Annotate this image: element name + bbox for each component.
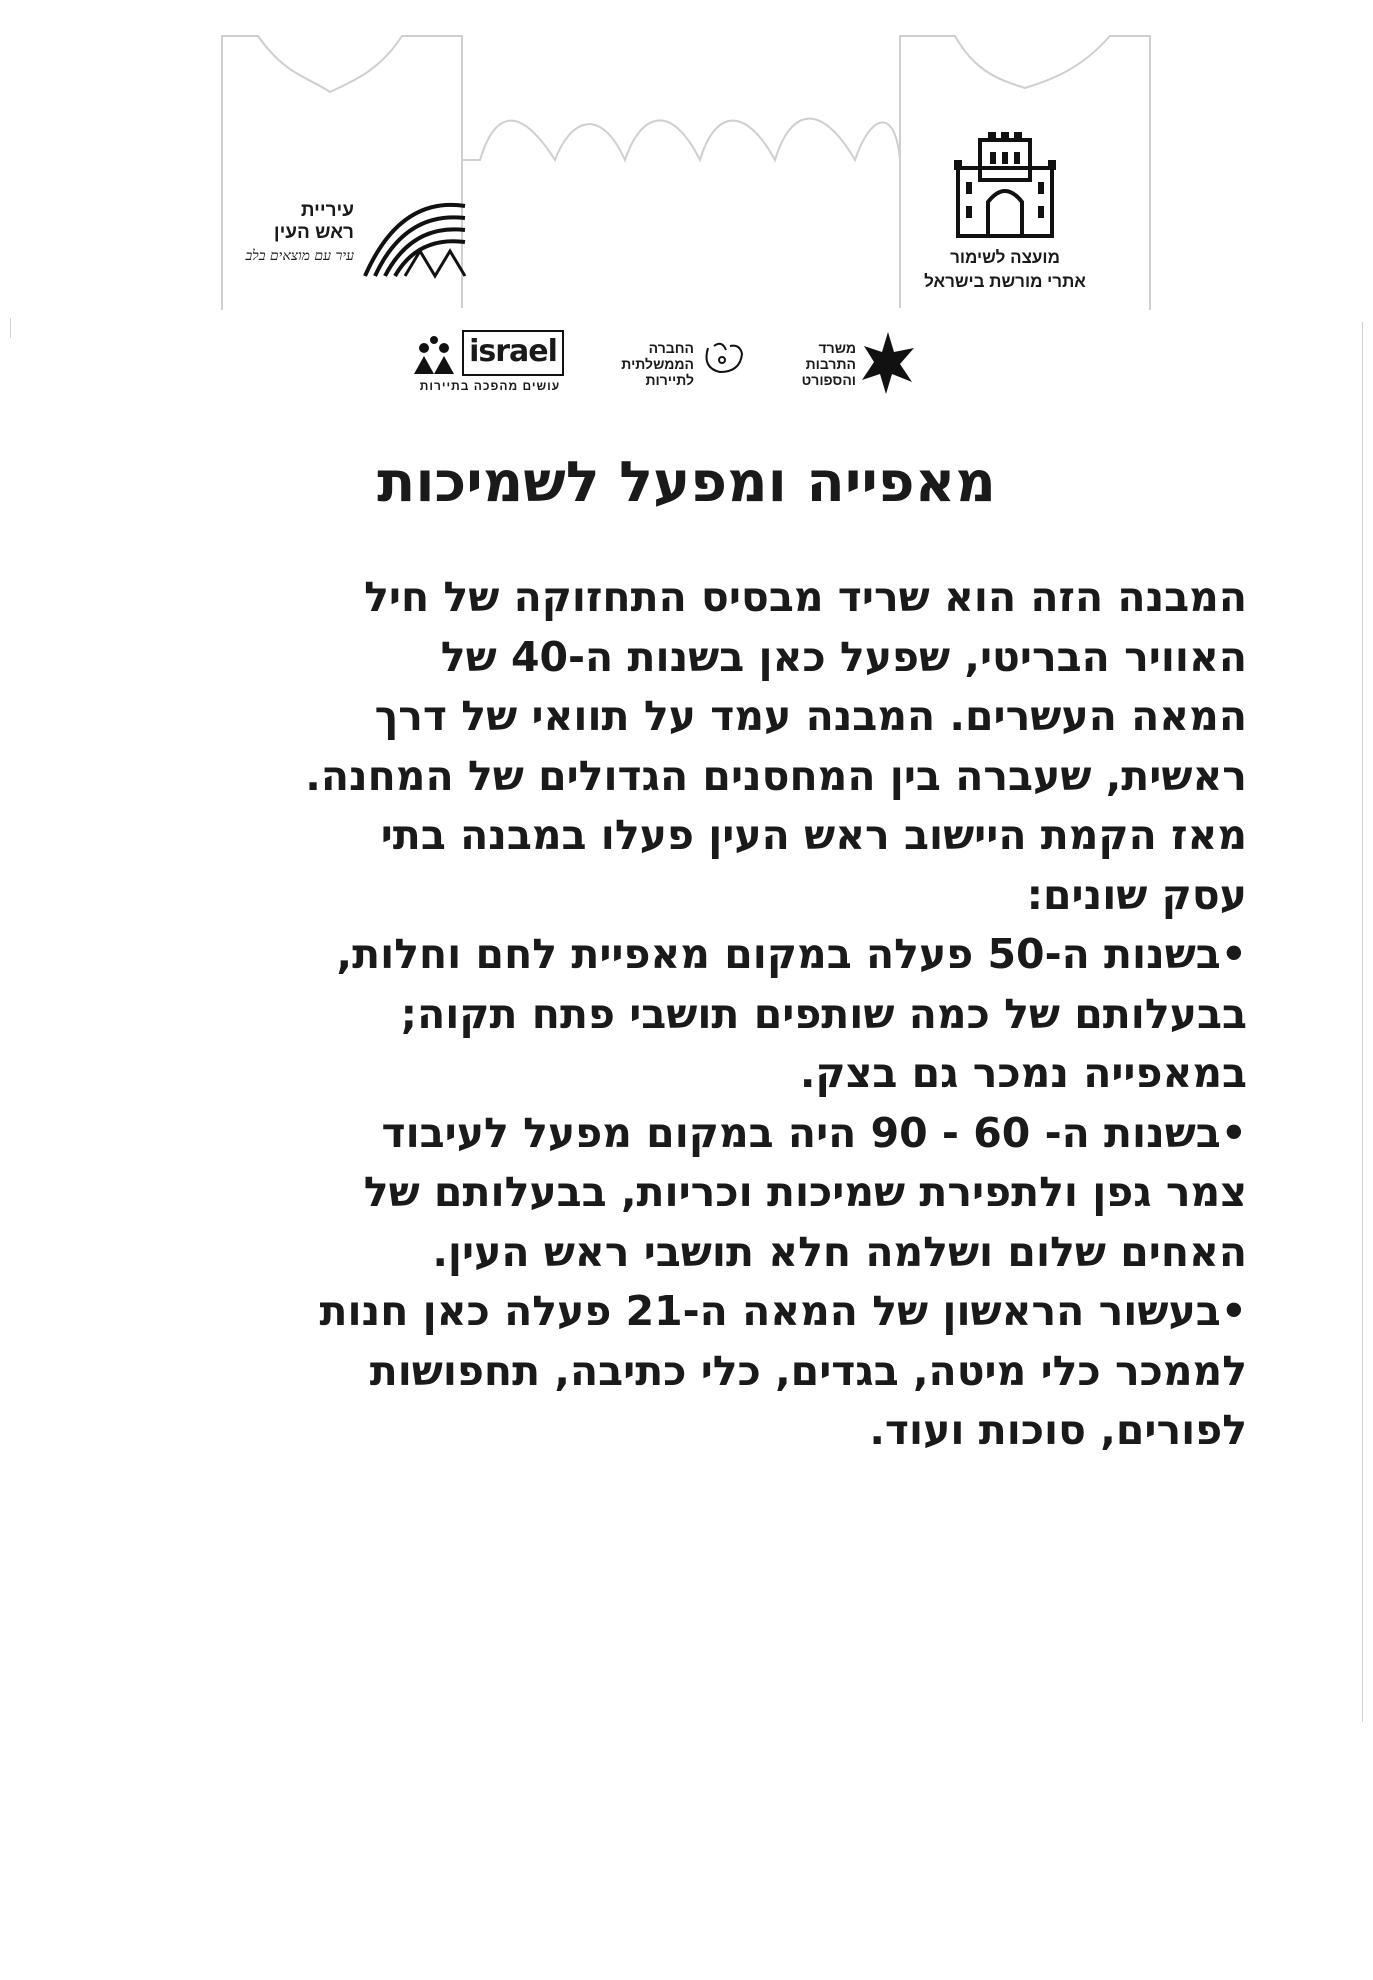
city-line2: ראש העין	[273, 222, 354, 243]
heritage-council-logo	[920, 130, 1090, 292]
body-line-9: במאפייה נמכר גם בצק.	[799, 1049, 1247, 1097]
vineyard-wave-icon	[360, 196, 470, 282]
body-line-10: •בשנות ה- 60 - 90 היה במקום מפעל לעיבוד	[381, 1108, 1247, 1157]
body-line-5: מאז הקמת היישוב ראש העין פעלו במבנה בתי	[380, 811, 1247, 859]
tourism-company-line2: הממשלתית	[621, 356, 694, 372]
header-frame	[0, 0, 1373, 330]
ministry-line1: משרד	[818, 340, 856, 356]
body-line-1: המבנה הזה הוא שריד מבסיס התחזוקה של חיל	[364, 573, 1247, 621]
ministry-line3: והספורט	[801, 372, 856, 388]
city-line1: עיריית	[300, 200, 354, 221]
heart-swirl-icon	[700, 338, 746, 378]
body-line-15: לפורים, סוכות ועוד.	[869, 1406, 1247, 1454]
body-line-12: האחים שלום ושלמה חלא תושבי ראש העין.	[432, 1227, 1247, 1276]
body-line-3: המאה העשרים. המבנה עמד על תוואי של דרך	[374, 692, 1247, 740]
star-burst-icon	[860, 330, 916, 394]
israel-wordmark: israel	[462, 330, 564, 376]
body-line-14: לממכר כלי מיטה, בגדים, כלי כתיבה, תחפושות	[369, 1346, 1247, 1395]
tourism-company-line3: לתיירות	[645, 372, 694, 388]
body-line-2: האוויר הבריטי, שפעל כאן בשנות ה-40 של	[440, 632, 1247, 681]
body-line-11: צמר גפן ולתפירת שמיכות וכריות, בבעלותם של	[363, 1168, 1247, 1216]
israel-tagline: עושים מהפכה בתיירות	[419, 379, 561, 393]
body-line-4: ראשית, שעברה בין המחסנים הגדולים של המחנה.	[305, 751, 1247, 800]
heritage-council-line1: מועצה לשימור	[950, 248, 1060, 267]
heritage-council-line2: אתרי מורשת בישראל	[924, 272, 1086, 291]
left-border-line	[10, 318, 11, 338]
body-text	[135, 568, 1247, 1461]
figures-icon	[410, 334, 462, 378]
body-line-6: עסק שונים:	[1026, 870, 1247, 919]
right-border-line	[1362, 322, 1363, 1722]
body-line-7: •בשנות ה-50 פעלה במקום מאפיית לחם וחלות,	[336, 930, 1247, 978]
page-title: מאפייה ומפעל לשמיכות	[377, 450, 996, 515]
ministry-line2: התרבות	[805, 356, 856, 372]
city-logo	[230, 196, 470, 286]
tourism-company-line1: החברה	[648, 340, 694, 356]
city-slogan: עיר עם מוצאים בלב	[245, 248, 354, 264]
body-line-13: •בעשור הראשון של המאה ה-21 פעלה כאן חנות	[319, 1287, 1247, 1335]
castle-gate-icon	[950, 130, 1060, 240]
body-line-8: בבעלותם של כמה שותפים תושבי פתח תקוה;	[400, 989, 1247, 1038]
